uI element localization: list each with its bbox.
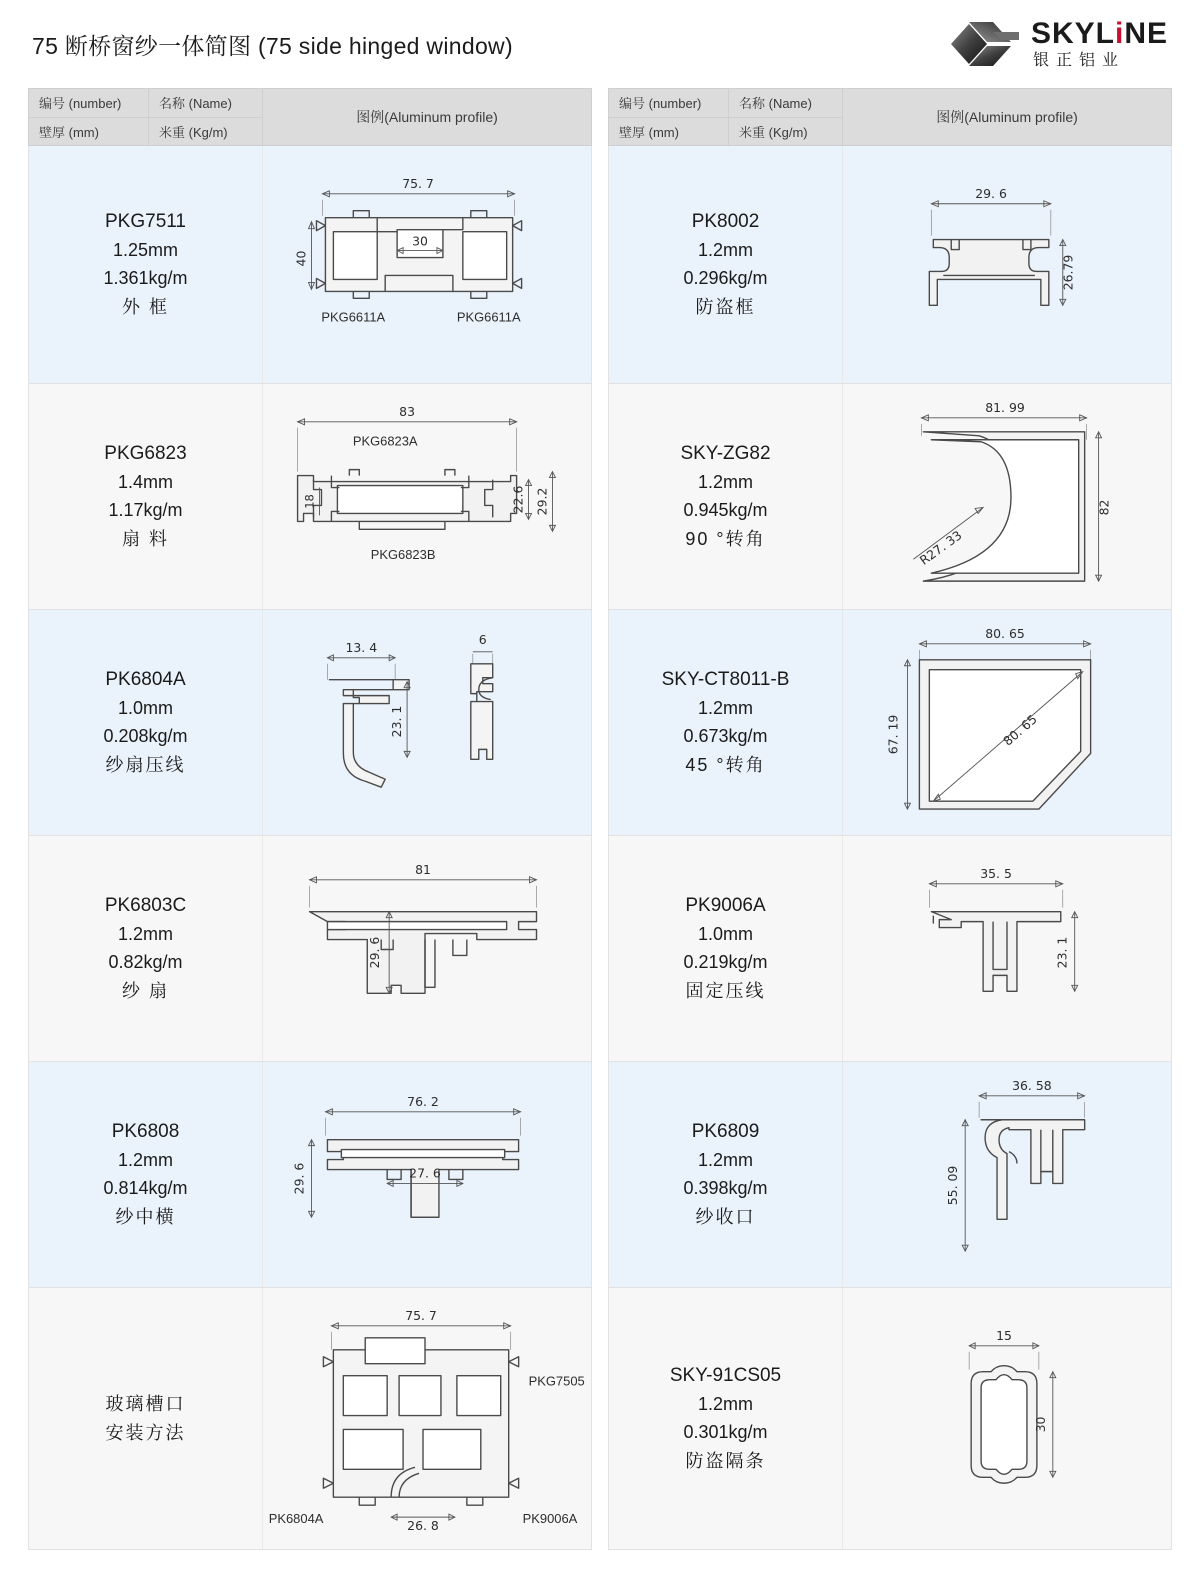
- dim-width: 29. 6: [975, 185, 1007, 201]
- profile-drawing: [843, 836, 1171, 1061]
- profile-code: SKY-91CS05: [669, 1365, 782, 1387]
- profile-weight: 0.82kg/m: [108, 951, 183, 972]
- dim-h1: 22.6: [510, 485, 526, 514]
- dim-width: 81. 99: [985, 399, 1025, 415]
- profile-name: 纱中横: [115, 1206, 176, 1227]
- table-row: [28, 836, 592, 1062]
- table-row: [28, 610, 592, 836]
- dim-height: 29. 6: [291, 1162, 307, 1195]
- profile-name: 扇 料: [121, 528, 169, 549]
- profile-name: 纱扇压线: [105, 754, 186, 775]
- logo-wordmark: [1031, 19, 1168, 69]
- dim-height: 23. 1: [389, 705, 405, 738]
- profile-weight: 0.219kg/m: [683, 951, 768, 972]
- row-info: [29, 146, 263, 383]
- table-row: [608, 146, 1172, 384]
- profile-drawing: [843, 610, 1171, 835]
- page-title: 75 断桥窗纱一体简图 (75 side hinged window): [32, 32, 513, 59]
- profile-name: 90 °转角: [685, 528, 766, 549]
- table-row: [608, 1288, 1172, 1550]
- dim-h2: 29.2: [534, 487, 550, 516]
- page-header: [28, 0, 1172, 88]
- profile-code: SKY-ZG82: [680, 443, 771, 465]
- header-group-number: [609, 89, 729, 145]
- dim-width: 80. 65: [985, 625, 1025, 641]
- dim-inner: 27. 6: [409, 1165, 441, 1181]
- dim-width: 83: [399, 403, 416, 419]
- dim-height: 67. 19: [885, 714, 901, 755]
- part-label-top: PKG6823A: [352, 433, 418, 449]
- table-row: [28, 1288, 592, 1550]
- part-label-right: PKG6611A: [456, 309, 521, 325]
- row-info: [609, 384, 843, 609]
- profile-weight: 1.17kg/m: [108, 499, 183, 520]
- profile-thickness: 1.4mm: [117, 471, 173, 492]
- header-thickness: 壁厚 (mm): [619, 124, 679, 140]
- profile-drawing: [263, 384, 591, 609]
- table-row: [28, 146, 592, 384]
- header-name: 名称 (Name): [729, 89, 842, 118]
- profile-drawing: [843, 146, 1171, 383]
- profile-weight: 0.301kg/m: [683, 1421, 768, 1442]
- row-info: [29, 610, 263, 835]
- profile-thickness: 1.2mm: [697, 239, 753, 260]
- table-row: [608, 384, 1172, 610]
- part-label-bottom-left: PK6804A: [268, 1511, 324, 1527]
- part-label-bottom-right: PK9006A: [522, 1511, 578, 1527]
- profile-weight: 0.398kg/m: [683, 1177, 768, 1198]
- profile-drawing: [263, 1288, 591, 1549]
- dim-height: 55. 09: [945, 1165, 961, 1206]
- table-row: [608, 836, 1172, 1062]
- dim-diagonal: 80. 65: [1000, 711, 1040, 749]
- logo-sub-text: 银正铝业: [1032, 52, 1125, 69]
- profile-code: PK6803C: [104, 895, 187, 917]
- dim-width: 81: [415, 861, 431, 877]
- profile-code: PK6808: [111, 1121, 180, 1143]
- header-number: 编号 (number): [609, 89, 728, 118]
- row-info: [609, 1062, 843, 1287]
- dim-width: 35. 5: [980, 865, 1012, 881]
- row-info: [609, 1288, 843, 1549]
- dim-height: 82: [1096, 499, 1112, 516]
- profile-thickness: 1.25mm: [112, 239, 179, 260]
- logo-mark-icon: [949, 18, 1023, 70]
- profile-thickness: 1.2mm: [117, 923, 173, 944]
- profile-thickness: 安装方法: [105, 1422, 186, 1443]
- profile-code: PKG6823: [104, 443, 187, 465]
- dim-height: 30: [1032, 1416, 1048, 1433]
- profile-weight: 1.361kg/m: [103, 267, 188, 288]
- table-header-right: [608, 88, 1172, 146]
- row-info: [29, 1062, 263, 1287]
- header-weight: 米重 (Kg/m): [739, 124, 808, 140]
- header-group-name: [729, 89, 843, 145]
- profile-weight: 0.296kg/m: [683, 267, 768, 288]
- table-column-right: [608, 88, 1172, 1550]
- profile-thickness: 1.2mm: [117, 1149, 173, 1170]
- profile-code: SKY-CT8011-B: [661, 669, 790, 691]
- header-number: 编号 (number): [29, 89, 148, 118]
- profile-drawing: [263, 610, 591, 835]
- table-header-left: [28, 88, 592, 146]
- header-group-number: [29, 89, 149, 145]
- profile-name: 纱收口: [695, 1206, 756, 1227]
- row-info: [29, 1288, 263, 1549]
- profile-name: 45 °转角: [685, 754, 766, 775]
- brand-logo: [949, 18, 1168, 70]
- dim-width: 76. 2: [407, 1093, 439, 1109]
- profile-drawing: [263, 146, 591, 383]
- profile-thickness: 1.2mm: [697, 1149, 753, 1170]
- profile-code: PK9006A: [685, 895, 766, 917]
- row-info: [29, 836, 263, 1061]
- profile-weight: 0.814kg/m: [103, 1177, 188, 1198]
- profile-thickness: 1.0mm: [697, 923, 753, 944]
- row-info: [609, 836, 843, 1061]
- header-figure: 图例(Aluminum profile): [356, 109, 498, 125]
- profile-name: 固定压线: [685, 980, 766, 1001]
- header-group-name: [149, 89, 263, 145]
- part-label-bottom: PKG6823B: [370, 547, 436, 563]
- dim-width: 15: [996, 1327, 1012, 1343]
- profile-name: 纱 扇: [121, 980, 169, 1001]
- dim-radius: R27. 33: [916, 527, 965, 568]
- part-label-left: PKG6611A: [321, 309, 386, 325]
- profile-name: 防盗框: [695, 296, 756, 317]
- dim-inner: 26. 8: [407, 1518, 439, 1534]
- row-info: [29, 384, 263, 609]
- logo-main-text: SKYLiNE: [1030, 17, 1168, 50]
- profile-drawing: [843, 1062, 1171, 1287]
- profile-table: [28, 88, 1172, 1550]
- profile-weight: 0.208kg/m: [103, 725, 188, 746]
- dim-width: 75. 7: [405, 1307, 437, 1323]
- header-figure: 图例(Aluminum profile): [936, 109, 1078, 125]
- profile-drawing: [843, 1288, 1171, 1549]
- dim-height: 26.79: [1060, 254, 1076, 291]
- profile-drawing: [263, 836, 591, 1061]
- dim-inner: 30: [412, 233, 428, 249]
- profile-weight: 0.673kg/m: [683, 725, 768, 746]
- table-row: [608, 1062, 1172, 1288]
- table-column-left: [28, 88, 592, 1550]
- profile-code: PK6809: [691, 1121, 760, 1143]
- profile-thickness: 1.0mm: [117, 697, 173, 718]
- table-row: [28, 1062, 592, 1288]
- header-thickness: 壁厚 (mm): [39, 124, 99, 140]
- profile-thickness: 1.2mm: [697, 1393, 753, 1414]
- dim-height: 40: [293, 250, 309, 267]
- header-weight: 米重 (Kg/m): [159, 124, 228, 140]
- part-label-top-right: PKG7505: [528, 1373, 585, 1389]
- dim-width: 13. 4: [345, 639, 378, 655]
- table-row: [608, 610, 1172, 836]
- profile-code: PKG7511: [105, 211, 186, 233]
- profile-drawing: [843, 384, 1171, 609]
- profile-code: 玻璃槽口: [105, 1393, 186, 1414]
- profile-weight: 0.945kg/m: [683, 499, 768, 520]
- profile-thickness: 1.2mm: [697, 697, 753, 718]
- dim-width: 36. 58: [1012, 1077, 1052, 1093]
- row-info: [609, 146, 843, 383]
- profile-code: PK8002: [691, 211, 760, 233]
- profile-drawing: [263, 1062, 591, 1287]
- dim-width: 75. 7: [402, 175, 434, 191]
- row-info: [609, 610, 843, 835]
- table-row: [28, 384, 592, 610]
- dim-w2: 6: [478, 631, 487, 647]
- profile-name: 外 框: [121, 296, 169, 317]
- dim-height: 29. 6: [367, 936, 383, 969]
- header-name: 名称 (Name): [149, 89, 262, 118]
- profile-name: 防盗隔条: [685, 1450, 766, 1471]
- profile-code: PK6804A: [105, 669, 186, 691]
- dim-height: 23. 1: [1054, 936, 1070, 969]
- profile-thickness: 1.2mm: [697, 471, 753, 492]
- dim-h3: 18: [302, 494, 317, 509]
